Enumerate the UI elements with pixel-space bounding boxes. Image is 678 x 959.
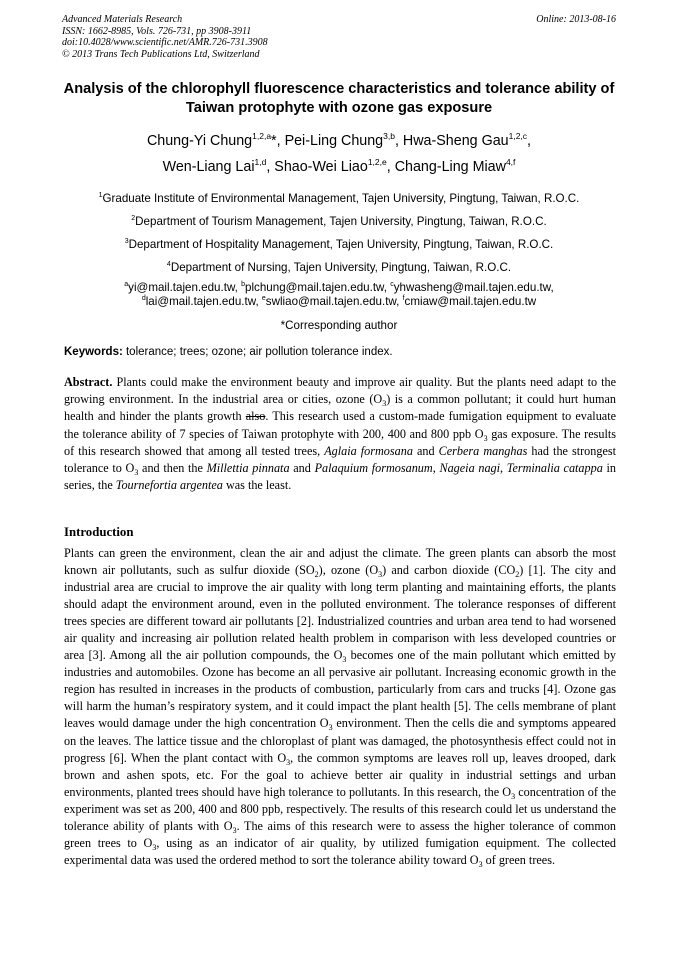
author-name: Chang-Ling Miaw — [394, 159, 506, 175]
author-line-1 — [40, 128, 638, 154]
email-sup: f — [402, 295, 405, 302]
author-separator: , — [266, 159, 275, 175]
affiliation-1 — [30, 187, 648, 210]
abstract-text: was the least. — [222, 478, 292, 493]
email-sup: e — [261, 295, 266, 302]
email-sup: b — [241, 281, 246, 288]
affiliation-sup: 2 — [131, 215, 136, 222]
body-text: environment. Then the cells die and symptoms appeared on the leaves. The lattice tissue and the chloroplast of plant was damaged, the photosynthesis effect could not in progress [6]. When the plant contact with O — [64, 716, 616, 765]
author-sup: 4,f — [505, 157, 516, 167]
journal-doi: doi:10.4028/www.scientific.net/AMR.726-731.3908 — [62, 37, 268, 48]
subscript: 3 — [328, 723, 333, 733]
email-line-2 — [30, 295, 648, 309]
email-address: yhwasheng@mail.tajen.edu.tw, — [393, 281, 554, 294]
email-address: swliao@mail.tajen.edu.tw, — [265, 295, 403, 308]
subscript: 3 — [232, 825, 237, 835]
abstract-text: ) is a common pollutant; it could hurt human health and hinder the plants growth — [64, 392, 616, 424]
email-sup: a — [124, 281, 129, 288]
subscript: 3 — [134, 468, 139, 478]
section-heading: Introduction — [64, 525, 134, 539]
journal-header — [62, 14, 616, 60]
journal-copyright: © 2013 Trans Tech Publications Ltd, Switzerland — [62, 48, 260, 60]
affiliation-text: Department of Hospitality Management, Tajen University, Pingtung, Taiwan, R.O.C. — [128, 238, 554, 251]
introduction-body — [64, 545, 616, 869]
abstract-text: Plants could make the environment beauty and improve air quality. But the plants need adapt to the growing environment. In the industrial area or cities, ozone (O — [64, 375, 616, 407]
subscript: 2 — [515, 570, 520, 580]
affiliation-2 — [30, 210, 648, 233]
subscript: 3 — [342, 655, 347, 665]
author-name: Wen-Liang Lai — [162, 159, 255, 175]
species-name: Palaquium formosanum — [314, 461, 433, 476]
subscript: 3 — [152, 842, 157, 852]
body-text: , the common symptoms are leaves roll up, leaves drooped, dark brown and ashen spots, etc. For the goal to achieve better air quality in industrial settings and urban environments, planted trees should have high tolerance to pollutants. In this research, the O — [64, 750, 616, 799]
body-text: ) [1]. The city and industrial area are crucial to improve the air quality with long term planting and maintaining efforts, the plants should adapt the environment around, even in the polluted environment. The tolerance responses of different trees species are different toward air pollutants [2]. Industrialized countries and urban area tend to had worsened air quality and increasing air pollution related health problem in comparison with less developed countries or area [3]. Among all the air pollution compounds, the O — [64, 563, 616, 663]
subscript: 2 — [314, 570, 319, 580]
affiliation-sup: 1 — [98, 192, 103, 199]
abstract-text: . This research used a custom-made fumigation equipment to evaluate the tolerance ability of 7 species of Taiwan protophyte with 200, 400 and 800 ppb O — [64, 409, 616, 441]
abstract-text: , — [432, 461, 440, 476]
email-sup: c — [390, 281, 394, 288]
author-name: Pei-Ling Chung — [284, 133, 384, 149]
affiliation-text: Graduate Institute of Environmental Management, Tajen University, Pingtung, Taiwan, R.O.C. — [102, 192, 580, 205]
body-text: ) and carbon dioxide (CO — [382, 563, 516, 578]
subscript: 3 — [483, 433, 488, 443]
abstract-text: had the strongest tolerance to O — [64, 443, 617, 476]
body-text: , using as an indicator of air quality, by utilized fumigation equipment. The collected experimental data was used the ordered method to sort the tolerance ability toward O — [64, 835, 616, 867]
author-sup: 1,2,a — [252, 131, 272, 141]
subscript: 3 — [478, 859, 483, 869]
body-text: Plants can green the environment, clean the air and adjust the climate. The green plants can absorb the most known air pollutants, such as sulfur dioxide (SO — [64, 546, 616, 578]
author-name: Hwa-Sheng Gau — [402, 133, 509, 149]
author-name: Shao-Wei Liao — [274, 159, 368, 175]
journal-name: Advanced Materials Research — [62, 14, 183, 25]
affiliation-text: Department of Nursing, Tajen University, Pingtung, Taiwan, R.O.C. — [170, 261, 512, 274]
author-sup: 3,b — [383, 131, 395, 141]
affiliation-3 — [30, 233, 648, 256]
journal-issn: ISSN: 1662-8985, Vols. 726-731, pp 3908-3911 — [62, 25, 252, 37]
species-name: Millettia pinnata — [206, 461, 290, 476]
abstract-text: gas exposure. The results of this research showed that among all tested trees, — [64, 426, 616, 458]
subscript: 3 — [511, 791, 516, 801]
abstract-label: Abstract. — [64, 375, 113, 389]
author-separator: *, — [271, 133, 285, 149]
keywords-text: tolerance; trees; ozone; air pollution tolerance index. — [122, 346, 393, 358]
email-line-1 — [30, 281, 648, 295]
subscript: 3 — [286, 757, 291, 767]
author-sup: 1,d — [254, 157, 267, 167]
email-address: cmiaw@mail.tajen.edu.tw — [404, 295, 537, 308]
online-date: Online: 2013-08-16 — [536, 14, 616, 25]
abstract-text: and — [289, 461, 315, 476]
affiliation-4 — [30, 256, 648, 279]
paper-title: Analysis of the chlorophyll fluorescence characteristics and tolerance ability of Taiwan protophyte with ozone gas exposure — [63, 81, 615, 116]
species-name: Tournefortia argentea — [115, 478, 223, 493]
abstract-text: and — [412, 443, 439, 458]
email-address: plchung@mail.tajen.edu.tw, — [245, 281, 391, 294]
abstract-text: , — [500, 461, 507, 476]
body-text: concentration of the experiment was set as 200, 400 and 800 ppb, respectively. The results of this research could let us understand the tolerance ability of plants with O — [64, 784, 616, 833]
affiliations — [30, 187, 648, 333]
subscript: 3 — [378, 570, 383, 580]
email-address: lai@mail.tajen.edu.tw, — [145, 295, 262, 308]
abstract-text: in series, the — [64, 461, 616, 493]
affiliation-sup: 4 — [166, 261, 171, 268]
struck-word: also — [245, 409, 266, 424]
subscript: 3 — [382, 399, 387, 409]
affiliation-sup: 3 — [124, 238, 129, 245]
author-separator: , — [386, 159, 395, 175]
keywords — [64, 345, 616, 359]
author-sup: 1,2,c — [508, 131, 528, 141]
species-name: Cerbera manghas — [438, 443, 528, 458]
species-name: Nageia nagi — [439, 461, 501, 476]
author-sup: 1,2,e — [367, 157, 387, 167]
body-text: becomes one of the main pollutant which emitted by industries and automobiles. Ozone has become an all pervasive air pollutant. Increasing economic growth in the region has resulted in increases in the products of combustion, particularly from cars and trucks [4]. Ozone gas will harm the human’s respiratory system, and it could impact the plant health [5]. The cells membrane of plant leaves would damage under the high concentration O — [64, 648, 616, 731]
author-line-2 — [40, 154, 638, 180]
email-address: yi@mail.tajen.edu.tw, — [128, 281, 242, 294]
body-text: ), ozone (O — [318, 563, 379, 578]
keywords-label: Keywords: — [64, 346, 123, 358]
corresponding-author-note: *Corresponding author — [280, 319, 398, 332]
affiliation-text: Department of Tourism Management, Tajen University, Pingtung, Taiwan, R.O.C. — [135, 215, 547, 228]
author-separator: , — [527, 133, 532, 149]
body-text: of green trees. — [482, 852, 555, 867]
author-separator: , — [394, 133, 403, 149]
author-name: Chung-Yi Chung — [146, 133, 253, 149]
author-list — [40, 128, 638, 180]
abstract — [64, 374, 616, 494]
species-name: Aglaia formosana — [324, 443, 413, 458]
abstract-text: and then the — [138, 461, 207, 476]
body-text: . The aims of this research were to assess the higher tolerance of common green trees to O — [64, 818, 617, 850]
species-name: Terminalia catappa — [506, 461, 603, 476]
email-sup: d — [141, 295, 146, 302]
